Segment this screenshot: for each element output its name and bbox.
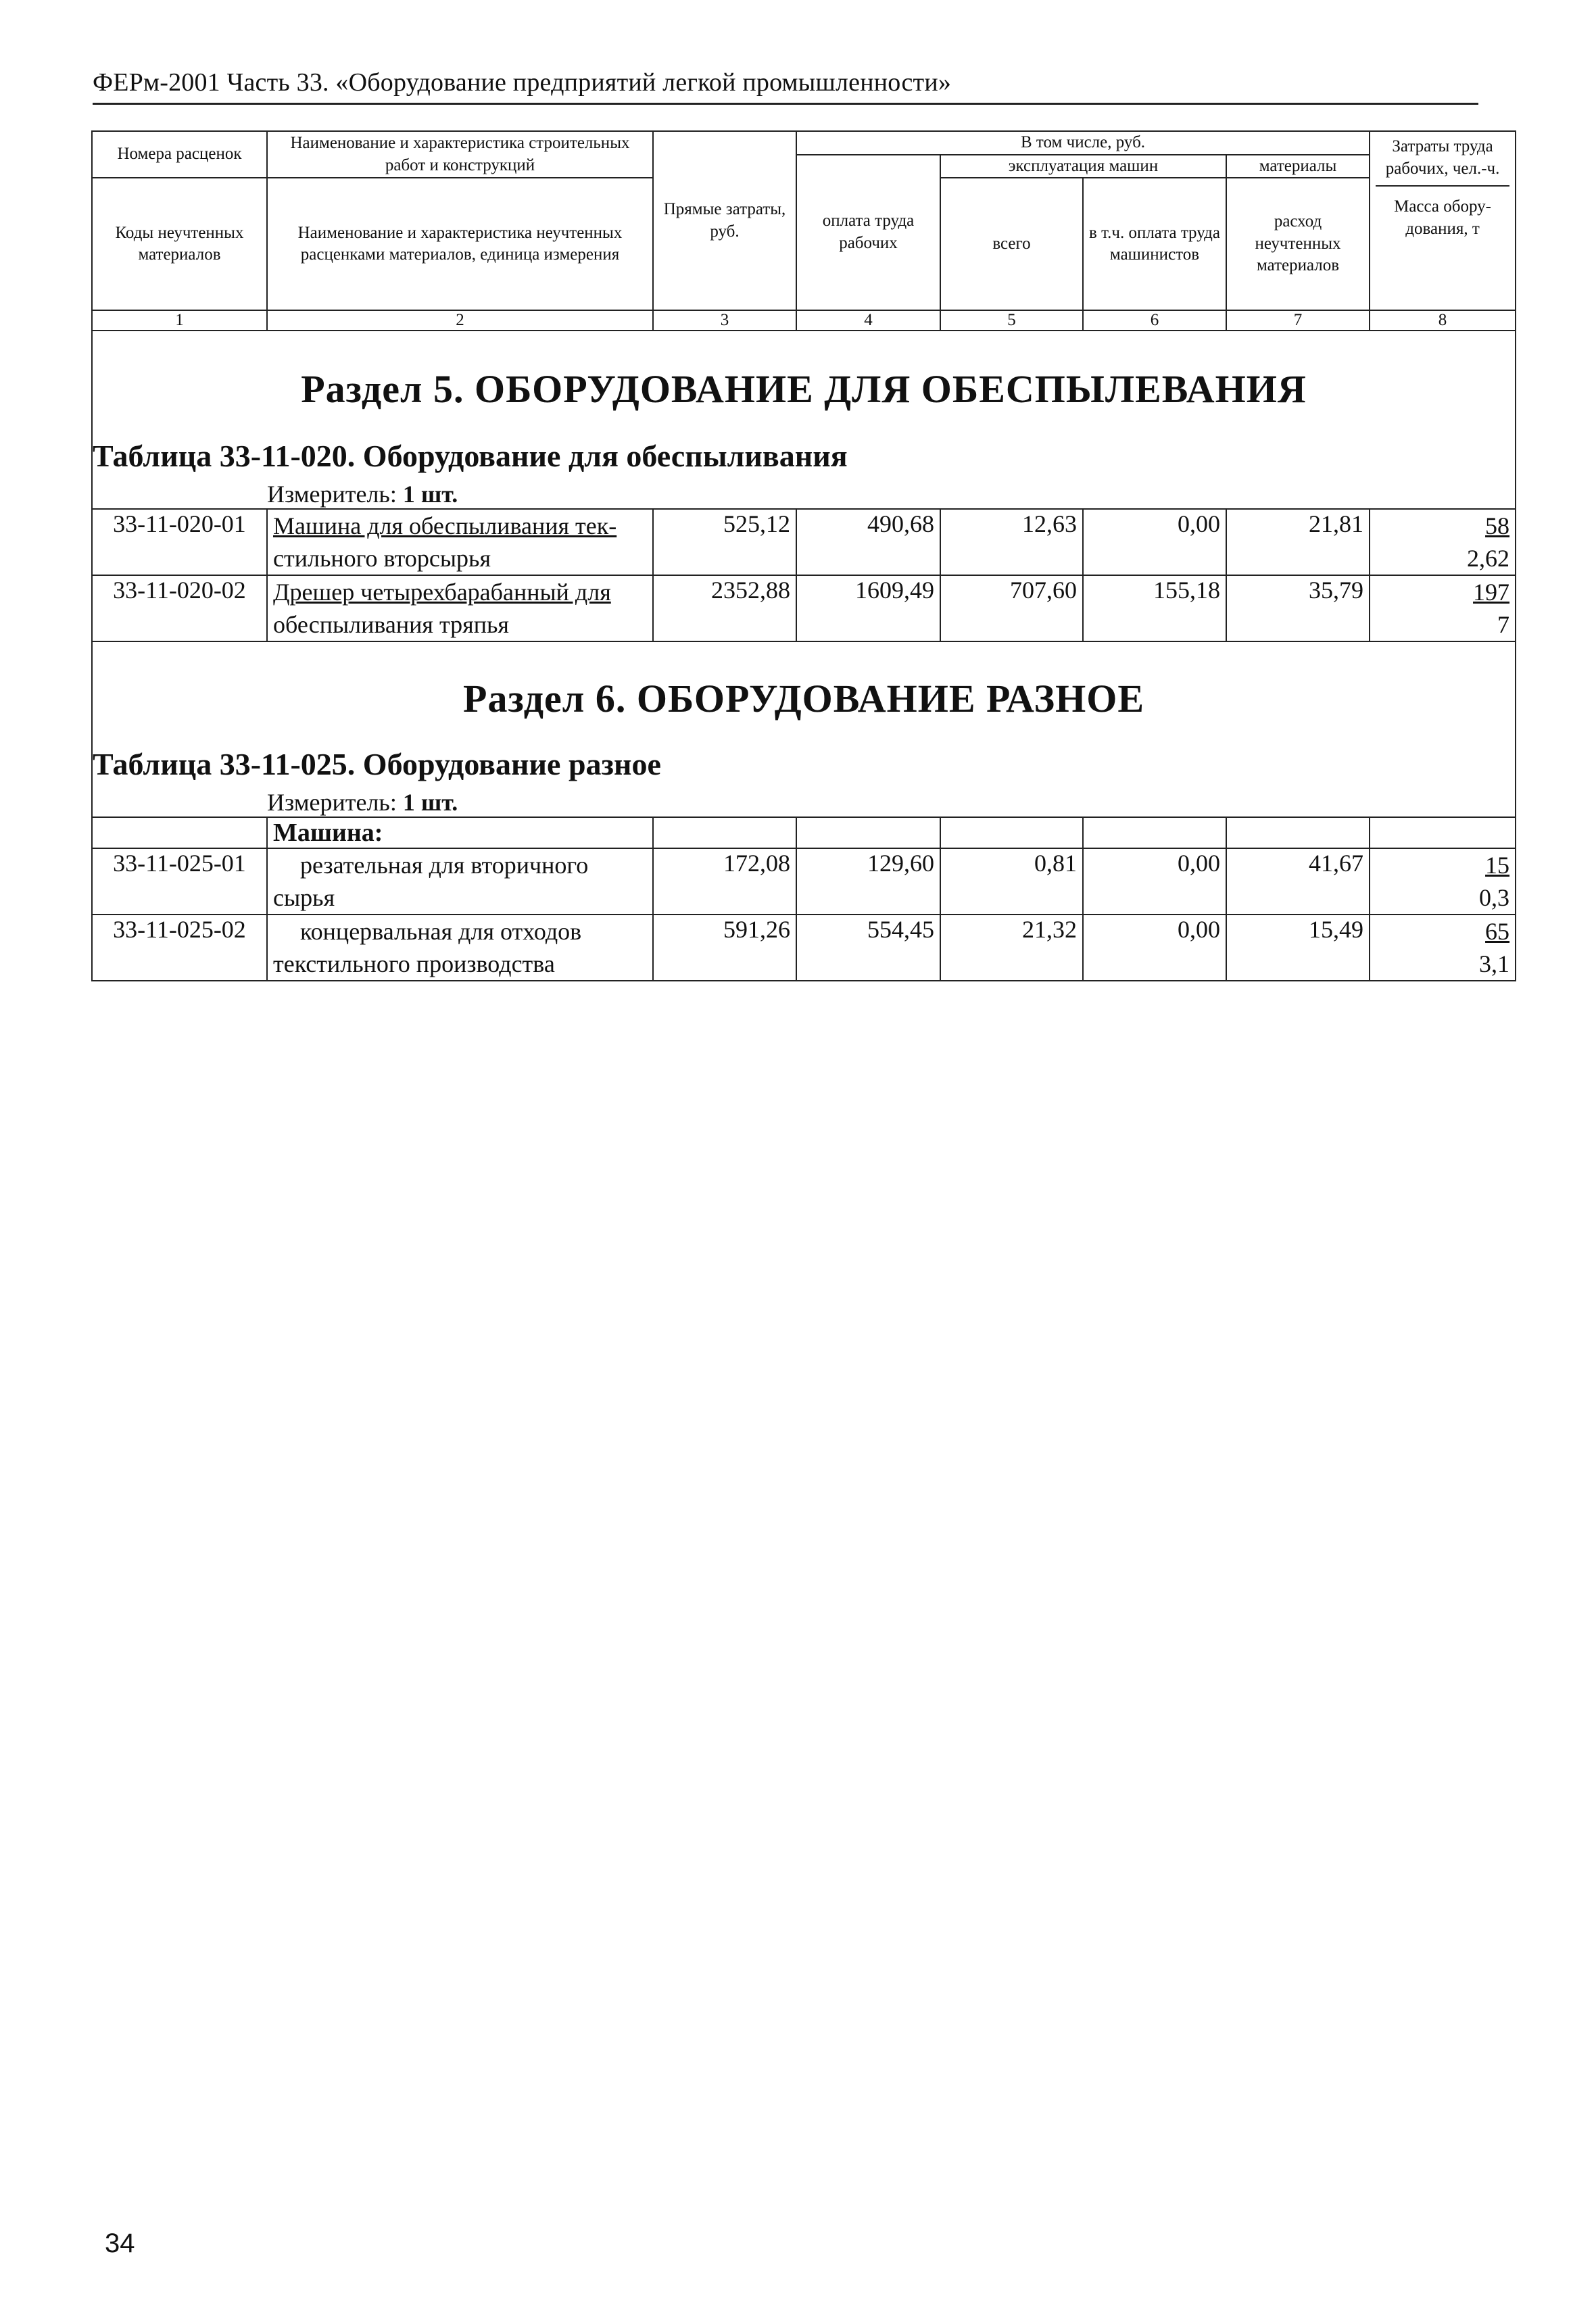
labor-pay: 1609,49 [796, 575, 940, 641]
column-number: 3 [653, 310, 796, 331]
page-number: 34 [105, 2228, 135, 2258]
machines-total: 0,81 [940, 848, 1083, 915]
labor-pay: 554,45 [796, 915, 940, 981]
header-labor-mass [1370, 131, 1516, 310]
labor-mass: 58 2,62 [1370, 509, 1516, 575]
header-machine-operation: эксплуатация машин [940, 155, 1226, 178]
machines-total: 707,60 [940, 575, 1083, 641]
labor-pay: 490,68 [796, 509, 940, 575]
rate-name: концервальная для отходов текстильного производства [267, 915, 653, 981]
header-direct-costs: Прямые затраты, руб. [653, 131, 796, 310]
machinists-pay: 0,00 [1083, 848, 1226, 915]
table-row [92, 509, 1516, 575]
labor-mass: 65 3,1 [1370, 915, 1516, 981]
materials: 21,81 [1226, 509, 1370, 575]
column-number: 6 [1083, 310, 1226, 331]
header-machines-total: всего [940, 178, 1083, 310]
labor-mass: 197 7 [1370, 575, 1516, 641]
measure-unit: Измеритель: 1 шт. [267, 788, 1516, 817]
section-6-block [92, 641, 1516, 788]
column-number: 5 [940, 310, 1083, 331]
table-row [92, 848, 1516, 915]
rates-table [91, 130, 1516, 981]
direct-costs: 591,26 [653, 915, 796, 981]
materials: 35,79 [1226, 575, 1370, 641]
materials: 15,49 [1226, 915, 1370, 981]
header-material-codes: Коды неучтенных материалов [92, 178, 267, 310]
header-work-name: Наименование и характеристика строительных работ и конструкций [267, 131, 653, 178]
section-title: Раздел 5. ОБОРУДОВАНИЕ ДЛЯ ОБЕСПЫЛЕВАНИЯ [301, 367, 1307, 411]
page-header: ФЕРм-2001 Часть 33. «Оборудование предприятий легкой промышленности» [93, 68, 1478, 105]
machines-total: 12,63 [940, 509, 1083, 575]
rate-code: 33-11-025-01 [92, 848, 267, 915]
header-materials: материалы [1226, 155, 1370, 178]
table-row [92, 915, 1516, 981]
machinists-pay: 0,00 [1083, 509, 1226, 575]
header-labor-pay: оплата труда рабочих [796, 155, 940, 311]
header-material-names: Наименование и характеристика неучтенных расценками материалов, единица измерения [267, 178, 653, 310]
machines-total: 21,32 [940, 915, 1083, 981]
direct-costs: 172,08 [653, 848, 796, 915]
rate-code: 33-11-020-01 [92, 509, 267, 575]
rate-name: Дрешер четырехбарабанный для обеспыливания тряпья [267, 575, 653, 641]
section-title: Раздел 6. ОБОРУДОВАНИЕ РАЗНОЕ [463, 677, 1145, 721]
direct-costs: 2352,88 [653, 575, 796, 641]
labor-pay: 129,60 [796, 848, 940, 915]
machine-group-label: Машина: [267, 817, 653, 848]
materials: 41,67 [1226, 848, 1370, 915]
table-row [92, 575, 1516, 641]
table-title: Таблица 33-11-025. Оборудование разное [93, 747, 661, 781]
machinists-pay: 155,18 [1083, 575, 1226, 641]
header-including: В том числе, руб. [796, 131, 1370, 155]
header-unaccounted-materials: расход неучтенных материалов [1226, 178, 1370, 310]
header-machinists-pay: в т.ч. оплата труда машинистов [1083, 178, 1226, 310]
direct-costs: 525,12 [653, 509, 796, 575]
column-number: 2 [267, 310, 653, 331]
rate-name: резательная для вторичного сырья [267, 848, 653, 915]
column-number: 1 [92, 310, 267, 331]
header-labor-costs: Затраты труда рабочих, чел.-ч. [1376, 132, 1509, 187]
measure-unit: Измеритель: 1 шт. [267, 480, 1516, 509]
column-number: 7 [1226, 310, 1370, 331]
rate-code: 33-11-025-02 [92, 915, 267, 981]
header-equipment-mass: Масса обору-дования, т [1394, 197, 1491, 238]
column-number: 8 [1370, 310, 1516, 331]
rate-name: Машина для обеспыливания тек- стильного вторсырья [267, 509, 653, 575]
labor-mass: 15 0,3 [1370, 848, 1516, 915]
rate-code: 33-11-020-02 [92, 575, 267, 641]
machinists-pay: 0,00 [1083, 915, 1226, 981]
column-number: 4 [796, 310, 940, 331]
section-5-block [92, 331, 1516, 480]
header-rate-numbers: Номера расценок [92, 131, 267, 178]
table-title: Таблица 33-11-020. Оборудование для обеспыливания [93, 439, 848, 473]
